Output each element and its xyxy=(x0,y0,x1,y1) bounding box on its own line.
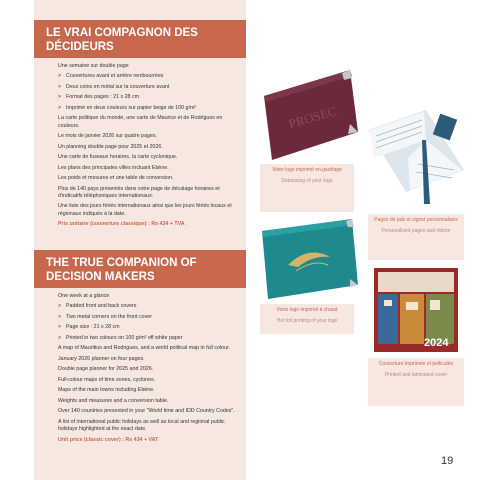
title-fr-line1: LE VRAI COMPAGNON DES xyxy=(46,27,198,39)
caption-deboss-fr: Votre logo imprimé en gaufrage xyxy=(272,167,342,173)
feature-item-fr: > Format des pages : 21 x 28 cm xyxy=(58,94,238,101)
debossed-cover-image xyxy=(258,68,358,160)
feature-item-fr: > Couvertures avant et arrière rembourrées xyxy=(58,73,238,80)
feature-item-en: Weights and measures and a conversion table. xyxy=(58,397,169,404)
feature-item-fr: Les poids et mesures et une table de conversion. xyxy=(58,175,174,182)
feature-item-en: A list of international public holidays as well as local and regional public holidays highlighted at the exact date. xyxy=(58,418,225,433)
photo-open-diary xyxy=(366,100,466,210)
feature-item-en: A map of Mauritius and Rodrigues, and a world political map in full colour. xyxy=(58,345,230,352)
feature-item-en: Maps of the main towns including Ebène. xyxy=(58,387,155,394)
deboss-logo-text: PROSEC xyxy=(286,103,339,132)
title-banner-en xyxy=(34,250,246,288)
feature-item-en: > Padded front and back covers xyxy=(58,303,238,310)
caption-deboss-en: Debossing of your logo xyxy=(281,177,333,184)
price-en: Unit price (classic cover) : Rs 434 + VAT xyxy=(58,436,159,443)
feature-item-fr: Une semaine sur double page xyxy=(58,63,129,69)
caption-cover xyxy=(368,358,464,406)
caption-hotfoil-fr: Votre logo imprimé à chaud xyxy=(276,307,338,313)
caption-hotfoil xyxy=(260,304,354,334)
features-list-fr xyxy=(58,63,238,232)
title-en-line1: THE TRUE COMPANION OF xyxy=(46,257,197,269)
photo-printed-cover xyxy=(368,266,464,354)
caption-hotfoil-en: Hot foil printing of your logo xyxy=(276,317,338,324)
feature-item-en: > Two metal corners on the front cover xyxy=(58,314,238,321)
printed-cover-image xyxy=(368,266,464,354)
page-number: 19 xyxy=(441,455,454,467)
feature-item-fr: > Imprimé en deux couleurs sur papier beige de 100 g/m² xyxy=(58,105,238,112)
feature-item-fr: Les plans des principales villes incluant Ebène. xyxy=(58,164,169,171)
caption-pages xyxy=(368,214,464,260)
feature-item-fr: Plus de 140 pays présentés dans votre page de décalage horaires et d'indicatifs téléphoniques internationaux. xyxy=(58,185,220,199)
feature-item-fr: Une carte de fuseaux horaires, la carte cyclonique. xyxy=(58,154,178,161)
caption-cover-fr: Couverture imprimée et pelliculée xyxy=(378,361,454,367)
feature-item-fr: Une liste des jours fériés internationaux ainsi que les jours fériés locaux et régionaux indiqués à la date. xyxy=(58,203,232,217)
feature-item-en: January 2026 planner on four pages. xyxy=(58,355,145,362)
title-fr-line2: DÉCIDEURS xyxy=(46,41,114,53)
price-fr: Prix unitaire (couverture classique) : Rs 434 + TVA xyxy=(58,221,185,228)
hotfoil-cover-image xyxy=(258,215,358,300)
feature-item-fr: Un planning double page pour 2025 et 2026. xyxy=(58,143,163,150)
open-diary-image xyxy=(366,100,466,210)
title-banner-fr xyxy=(34,20,246,58)
feature-item-en: Double page planner for 2025 and 2026. xyxy=(58,366,154,373)
photo-hotfoil-cover xyxy=(258,215,358,300)
feature-item-fr: La carte politique du monde, une carte de Maurice et de Rodrigues en couleurs. xyxy=(58,115,223,129)
feature-item-en: Full-colour maps of time zones, cyclones. xyxy=(58,376,156,383)
caption-pages-en: Personalised pages and ribbon xyxy=(381,227,451,234)
cover-year-text: 2024 xyxy=(424,337,449,349)
title-en-line2: DECISION MAKERS xyxy=(46,271,155,283)
caption-deboss xyxy=(260,164,354,212)
feature-item-en: Over 140 countries presented in your "World time and IDD Country Codes". xyxy=(58,408,235,415)
feature-item-en: One week at a glance xyxy=(58,293,110,299)
caption-pages-fr: Pages de pub et signet personnalisés xyxy=(374,217,458,223)
caption-cover-en: Printed and laminated cover xyxy=(384,371,448,378)
features-list-en xyxy=(58,293,238,447)
feature-item-en: > Printed in two colours on 100 g/m² off white paper xyxy=(58,335,238,342)
feature-item-fr: Le mois de janvier 2026 sur quatre pages. xyxy=(58,133,157,140)
feature-item-fr: > Deux coins en métal sur la couverture avant xyxy=(58,84,238,91)
photo-debossed-cover xyxy=(258,68,358,160)
feature-item-en: > Page size : 21 x 28 cm xyxy=(58,324,238,331)
